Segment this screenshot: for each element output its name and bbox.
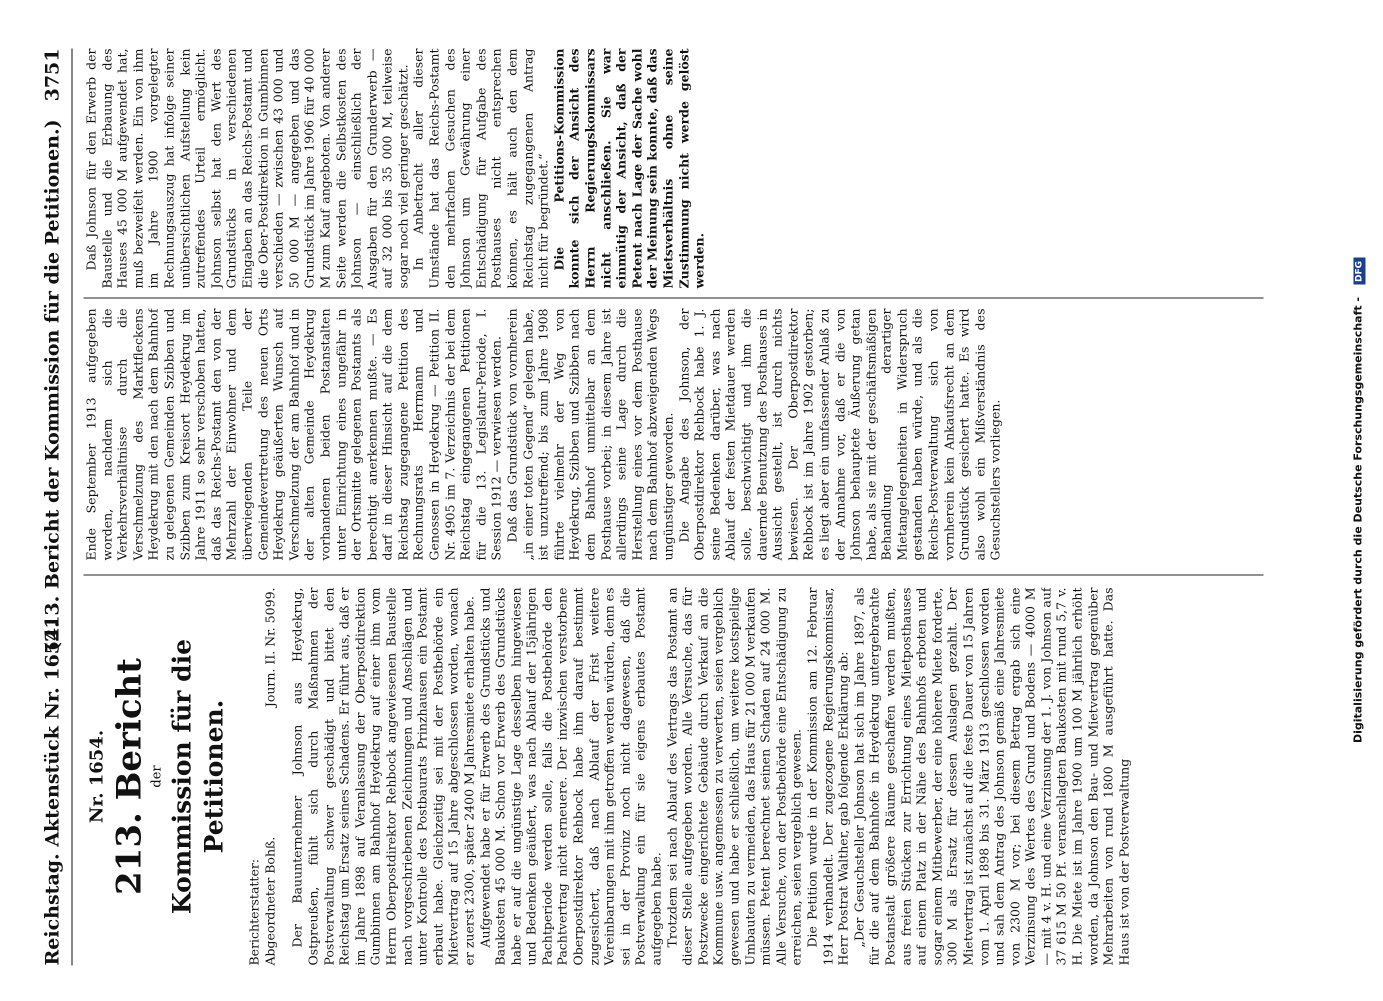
paragraph: Trotzdem sei nach Ablauf des Vertrags das Postamt an dieser Stelle aufgegeben worden. Alle Versuche, das für Postzwecke eingerichtete Gebäude durch Verkauf an die Kommune usw. angemessen zu verwerten, seien vergeblich gewesen und habe er schließlich, um weitere kostspielige Umbauten zu vermeiden, das Haus für 21 000 M verkaufen müssen. Petent berechnet seinen Schaden auf 24 000 M. Alle Versuche, von der Postbehörde eine Entschädigung zu erreichen, seien vergeblich gewesen. (664, 587, 804, 966)
document-page (0, 1, 1383, 1001)
conclusion-paragraph: Die Petitions-Kommission konnte sich der Ansicht des Herrn Regierungskommissars nicht anschließen. Sie war einmütig der Ansicht, daß der Petent nach Lage der Sache wohl der Meinung sein konnte, daß das Mietsverhältnis ohne seine Zustimmung nicht werde gelöst werden. (551, 48, 707, 289)
commission-title: Kommission für die Petitionen. (167, 638, 229, 915)
report-title: 213. Bericht (109, 658, 150, 895)
paragraph: Der Bauunternehmer Johnson aus Heydekrug, Ostpreußen, fühlt sich durch Maßnahmen der Postverwaltung schwer geschädigt und bittet den Reichstag um Ersatz seines Schadens. Er führt aus, daß er im Jahre 1898 auf Veranlassung der Oberpostdirektion Gumbinnen am Bahnhof Heydekrug auf einer ihm vom Herrn Oberpostdirektor Rehbock angewiesenen Baustelle nach vorgeschriebenen Zeichnungen und Anschlägen und unter Kontrolle des Postbaurats Prinzhausen ein Postamt erbaut habe. Gleichzeitig sei mit der Postbehörde ein Mietvertrag auf 15 Jahre abgeschlossen worden, wonach er zuerst 2300, später 2400 M Jahresmiete erhalten habe. (289, 587, 477, 966)
paragraph: In Anbetracht aller dieser Umstände hat das Reichs-Postamt den mehrfachen Gesuchen des Johnson um Gewährung einer Entschädigung für Aufgabe des Posthauses nicht entsprechen können, es hält auch den dem Reichstag zugegangenen Antrag nicht für begründet.“ (410, 48, 551, 289)
reporter-label: Berichterstatter: (246, 858, 262, 966)
paragraph: Daß das Grundstück von vornherein „in einer toten Gegend“ gelegen habe, ist unzutreffend; bis zum Jahre 1908 führte vielmehr der Weg von Heydekrug, Szibben und Szibben nach dem Bahnhof unmittelbar an dem Posthause vorbei; in diesem Jahre ist allerdings seine Lage durch die Herstellung eines vor dem Posthause nach dem Bahnhof abzweigenden Wegs ungünstiger geworden. (504, 308, 676, 561)
paragraph: „Der Gesuchsteller Johnson hat sich im Jahre 1897, als für die auf dem Bahnhofe in Heydekrug untergebrachte Postanstalt größere Räume geschaffen werden mußten, aus freien Stücken zur Errichtung eines Mietposthauses auf einem Platz in der Nähe des Bahnhofs erboten und sogar einem Mitbewerber, der eine höhere Miete forderte, 300 M als Ersatz für dessen Auslagen gezahlt. Der Mietvertrag ist zunächst auf die feste Dauer von 15 Jahren vom 1. April 1898 bis 31. März 1913 geschlossen worden und sah dem Antrag des Johnson gemäß eine Jahresmiete von 2300 M vor; bei diesem Betrag ergab sich eine Verzinsung des Wertes des Grund und Bodens — 4000 M — mit 4 v. H. und eine Verzinsung der 1. J. von Johnson auf 37 615 M 50 Pf. veranschlagten Baukosten mit rund 5,7 v. H. Die Miete ist im Jahre 1900 um 100 M jährlich erhöht worden, da Johnson den Bau- und Mietvertrag gegenüber Mehrarbeiten von rund 1800 M ausgeführt hatte. Das Haus ist von der Postverwaltung (851, 587, 1132, 966)
paragraph: Aufgewendet habe er für Erwerb des Grundstücks und Baukosten 45 000 M. Schon vor Erwerb des Grundstücks habe er auf die ungünstige Lage desselben hingewiesen und Bedenken geäußert, was nach Ablauf der 15jährigen Pachtperiode werden solle, falls die Postbehörde den Pachtvertrag nicht erneuere. Der inzwischen verstorbene Oberpostdirektor Rehbock habe ihm darauf bestimmt zugesichert, daß nach Ablauf der Frist weitere Vereinbarungen mit ihm getroffen werden würden, denn es sei in der Provinz noch nicht dagewesen, daß die Postverwaltung ein für sie eigens erbautes Postamt aufgegeben habe. (477, 587, 664, 966)
column-divider (84, 298, 1264, 299)
header-right (42, 49, 64, 652)
journal-number: Journ. II. Nr. 5099. (262, 587, 278, 708)
title-der: der (149, 765, 165, 788)
paragraph: Die Petition wurde in der Kommission am 12. Februar 1914 verhandelt. Der zugezogene Regierungskommissar, Herr Postrat Walther, gab folgende Erklärung ab: (804, 587, 851, 966)
column-2 (84, 309, 1264, 561)
page-header (42, 49, 68, 966)
reporter-line (262, 588, 278, 966)
column-1 (84, 588, 1264, 966)
header-left: Reichstag. Aktenstück Nr. 1654. (41, 621, 64, 966)
paragraph: Ende September 1913 aufgegeben worden, nachdem sich die Verkehrsverhältnisse durch die Verschmelzung des Marktfleckens Heydekrug mit den nach dem Bahnhof zu gelegenen Gemeinden Szibben und Szibben zum Kreisort Heydekrug im Jahre 1911 so sehr verschoben hatten, daß das Reichs-Postamt den von der Mehrzahl der Einwohner und dem überwiegenden Teile der Gemeindevertretung des neuen Orts Heydekrug geäußerten Wunsch auf Verschmelzung der am Bahnhof und in der alten Gemeinde Heydekrug vorhandenen beiden Postanstalten unter Einrichtung eines ungefähr in der Ortsmitte gelegenen Postamts als berechtigt anerkennen mußte. — Es darf in dieser Hinsicht auf die dem Reichstag zugegangene Petition des Rechnungsrats Herrmann und Genossen in Heydekrug — Petition II. Nr. 4905 im 7. Verzeichnis der bei dem Reichstag eingegangenen Petitionen für die 13. Legislatur-Periode, I. Session 1912 — verwiesen werden. (83, 308, 504, 561)
reporter-name: Abgeordneter Bohß. (262, 836, 278, 966)
paragraph: Daß Johnson für den Erwerb der Baustelle und die Erbauung des Hauses 45 000 M aufgewendet hat, muß bezweifelt werden. Ein von ihm im Jahre 1900 vorgelegter Rechnungsauszug hat infolge seiner unübersichtlichen Aufstellung kein zutreffendes Urteil ermöglicht. Johnson selbst hat den Wert des Grundstücks in verschiedenen Eingaben an das Reichs-Postamt und die Ober-Postdirektion in Gumbinnen verschieden — zwischen 43 000 und 50 000 M — angegeben und das Grundstück im Jahre 1906 für 40 000 M zum Kauf angeboten. Von anderer Seite werden die Selbstkosten des Johnson — einschließlich der Ausgaben für den Grunderwerb — auf 32 000 bis 35 000 M, teilweise sogar noch viel geringer geschätzt. (83, 48, 411, 289)
header-center: (213. Bericht der Kommission für die Petitionen.) (41, 119, 64, 651)
digitization-text: Digitalisierung gefördert durch die Deutsche Forschungsgemeinschaft - (1351, 296, 1365, 744)
dfg-logo: DFG (1354, 258, 1366, 285)
header-rule (72, 49, 73, 966)
column-divider (84, 575, 1264, 576)
document-number: Nr. 1654. (86, 729, 108, 824)
paragraph: Die Angabe des Johnson, der Oberpostdirektor Rehbock habe 1. J. seine Bedenken darüber, was nach Ablauf der festen Mietdauer werden solle, beschwichtigt und ihm die dauernde Benutzung des Posthauses in Aussicht gestellt, ist durch nichts bewiesen. Der Oberpostdirektor Rehbock ist im Jahre 1902 gestorben; es liegt aber ein umfassender Anlaß zu der Annahme vor, daß er die von Johnson behauptete Äußerung getan habe, als sie mit der geschäftsmäßigen Behandlung derartiger Mietangelegenheiten in Widerspruch gestanden haben würde, und als die Reichs-Postverwaltung sich von vornherein kein Ankaufsrecht an dem Grundstück gesichert hatte. Es wird also wohl ein Mißverständnis des Gesuchstellers vorliegen. (676, 308, 1003, 561)
digitization-notice (1352, 121, 1366, 881)
column-3 (84, 49, 1264, 289)
page-number: 3751 (41, 48, 64, 102)
